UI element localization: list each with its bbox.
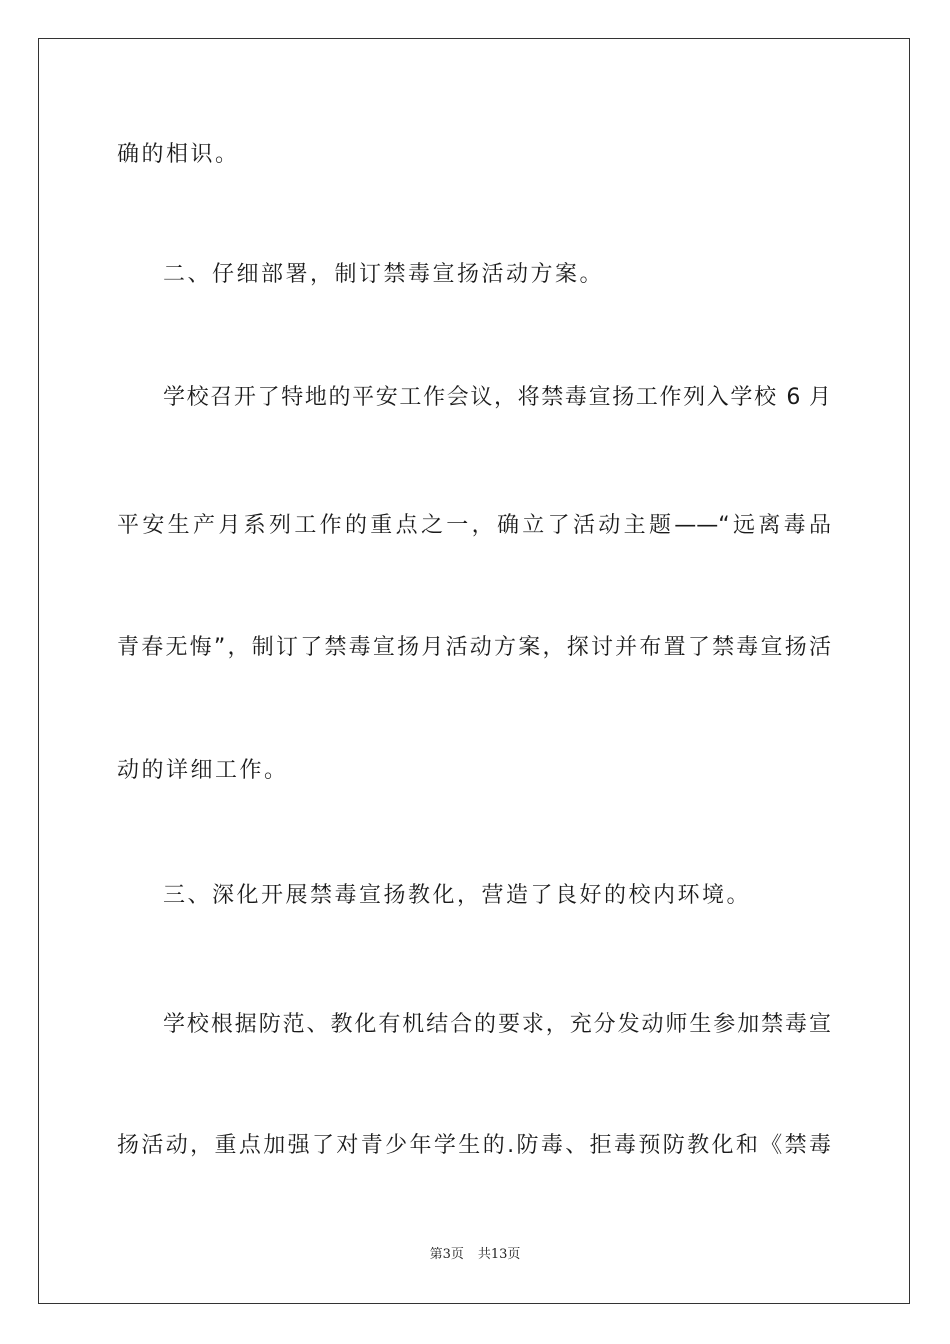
paragraph-line-3: 学校召开了特地的平安工作会议，将禁毒宣扬工作列入学校 6 月: [163, 385, 831, 410]
page-total: 共13页: [477, 1247, 521, 1262]
page-border: [38, 38, 910, 1304]
paragraph-line-9: 扬活动，重点加强了对青少年学生的.防毒、拒毒预防教化和《禁毒: [117, 1133, 831, 1158]
paragraph-line-8: 学校根据防范、教化有机结合的要求，充分发动师生参加禁毒宣: [163, 1012, 831, 1037]
page-number: 第3页: [429, 1247, 464, 1262]
paragraph-line-6: 动的详细工作。: [117, 758, 289, 783]
section-heading-3: 三、深化开展禁毒宣扬教化，营造了良好的校内环境。: [163, 883, 752, 908]
paragraph-line-4: 平安生产月系列工作的重点之一，确立了活动主题——“远离毒品: [117, 513, 831, 538]
paragraph-line-5: 青春无悔”，制订了禁毒宣扬月活动方案，探讨并布置了禁毒宣扬活: [117, 635, 831, 660]
paragraph-line-1: 确的相识。: [117, 142, 240, 167]
page-footer: [0, 1246, 950, 1264]
section-heading-2: 二、仔细部署，制订禁毒宣扬活动方案。: [163, 262, 605, 287]
